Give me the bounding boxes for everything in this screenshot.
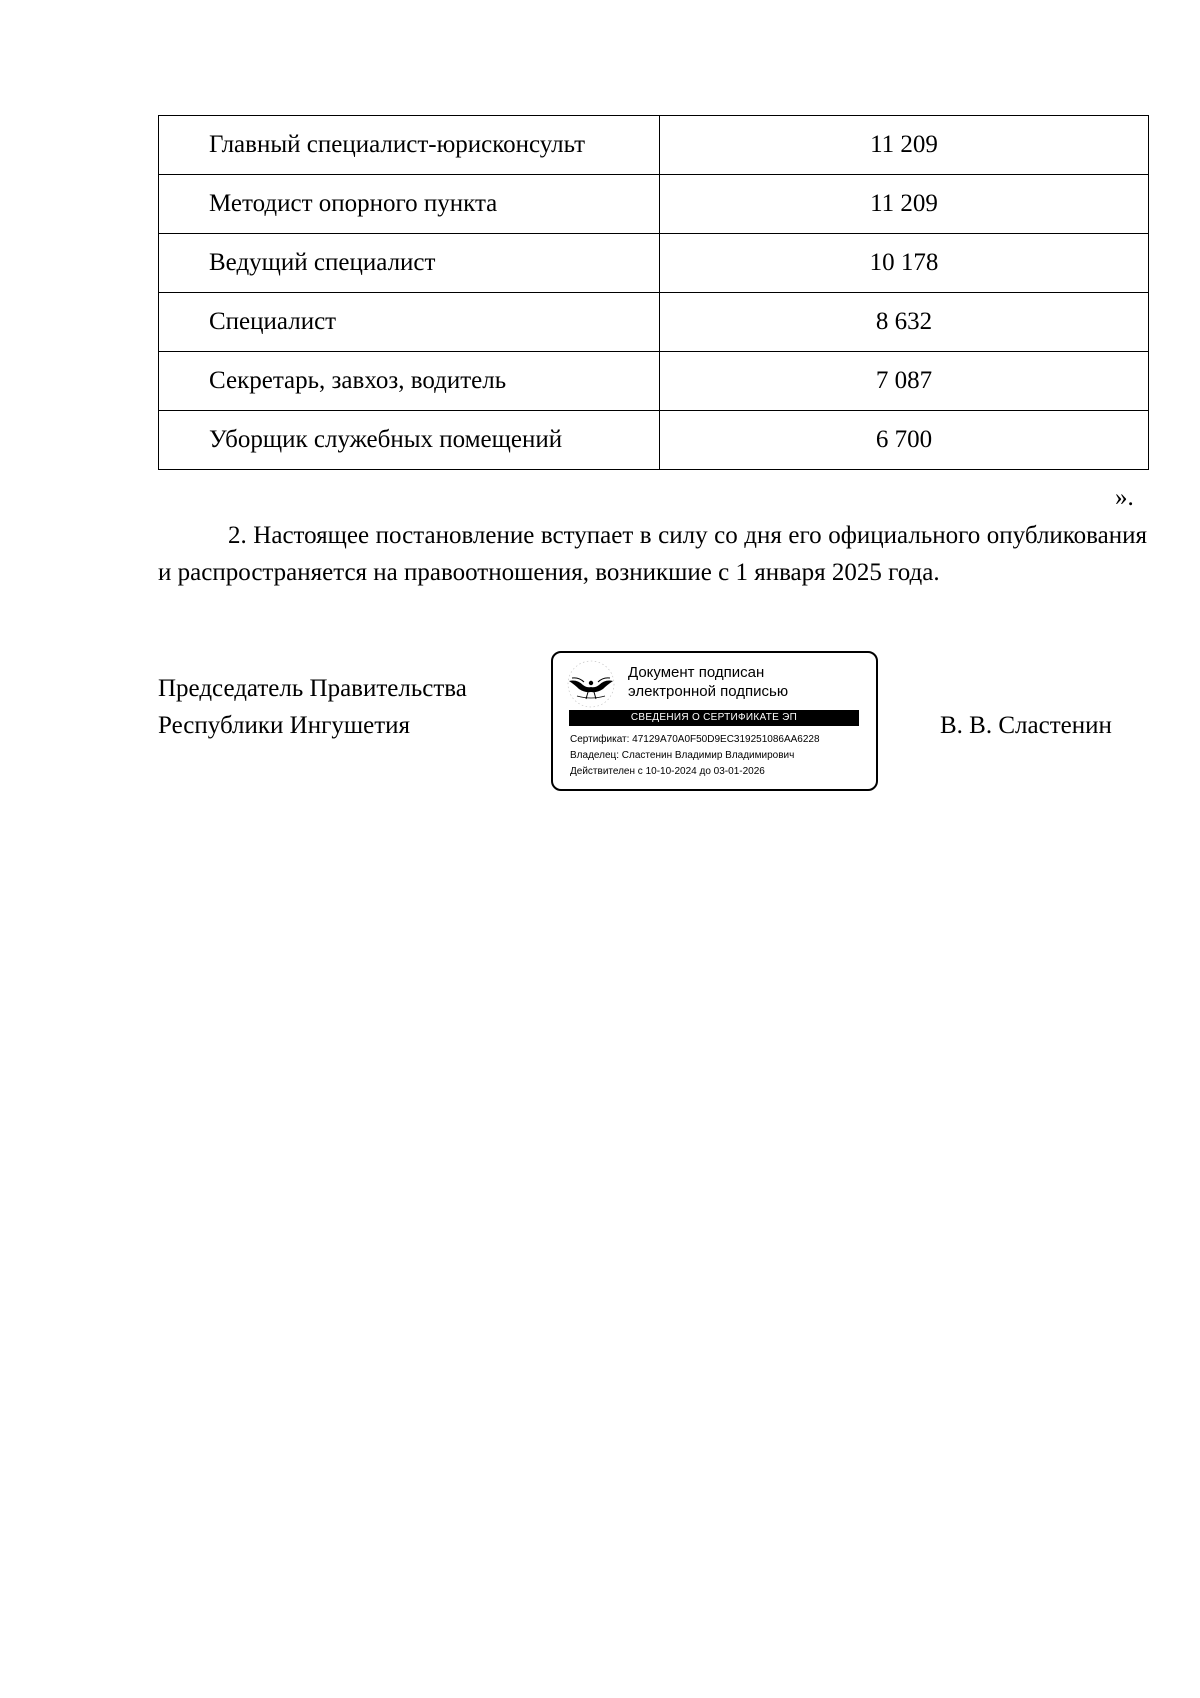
- eagle-emblem-icon: [563, 659, 619, 709]
- table-row: [159, 352, 1149, 411]
- table-row: [159, 234, 1149, 293]
- closing-quote: ».: [1115, 484, 1134, 511]
- stamp-header-line-2: электронной подписью: [628, 683, 789, 700]
- signer-name: В. В. Сластенин: [940, 712, 1112, 739]
- stamp-validity: Действителен с 10-10-2024 до 03-01-2026: [570, 766, 765, 777]
- signer-title-line-2: Республики Ингушетия: [158, 712, 411, 739]
- amount-cell: 11 209: [660, 116, 1149, 175]
- position-cell: Уборщик служебных помещений: [159, 411, 660, 470]
- salary-table: [158, 115, 1149, 470]
- position-cell: Секретарь, завхоз, водитель: [159, 352, 660, 411]
- stamp-header-line-1: Документ подписан: [628, 664, 765, 681]
- table-row: [159, 175, 1149, 234]
- stamp-certificate-bar: СВЕДЕНИЯ О СЕРТИФИКАТЕ ЭП: [569, 710, 859, 726]
- table-row: [159, 411, 1149, 470]
- position-cell: Ведущий специалист: [159, 234, 660, 293]
- electronic-signature-stamp: [551, 651, 878, 791]
- amount-cell: 7 087: [660, 352, 1149, 411]
- amount-cell: 10 178: [660, 234, 1149, 293]
- stamp-details: [570, 732, 820, 780]
- stamp-certificate: Сертификат: 47129A70A0F50D9EC319251086AA6228: [570, 734, 820, 745]
- amount-cell: 8 632: [660, 293, 1149, 352]
- amount-cell: 6 700: [660, 411, 1149, 470]
- position-cell: Специалист: [159, 293, 660, 352]
- amount-cell: 11 209: [660, 175, 1149, 234]
- position-cell: Методист опорного пункта: [159, 175, 660, 234]
- stamp-header: [628, 663, 788, 701]
- stamp-owner: Владелец: Сластенин Владимир Владимирович: [570, 750, 795, 761]
- paragraph-2: 2. Настоящее постановление вступает в силу со дня его официального опубликования и распространяется на правоотношения, возникшие с 1 января 2025 года.: [158, 522, 1147, 586]
- table-row: [159, 293, 1149, 352]
- signer-title-line-1: Председатель Правительства: [158, 675, 467, 702]
- position-cell: Главный специалист-юрисконсульт: [159, 116, 660, 175]
- signer-title: [158, 670, 467, 744]
- table-row: [159, 116, 1149, 175]
